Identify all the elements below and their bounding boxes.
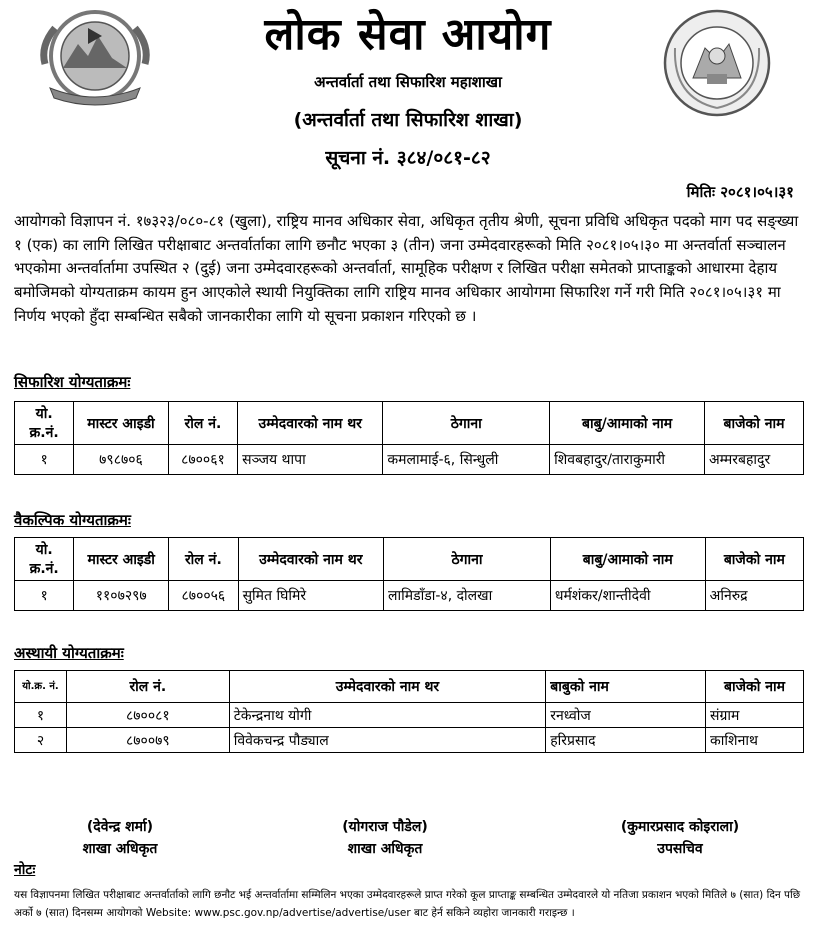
division-name: अन्तर्वार्ता तथा सिफारिश महाशाखा <box>314 73 502 91</box>
col-serial: यो.क्र. नं. <box>15 671 67 703</box>
col-serial: यो. क्र.नं. <box>15 402 74 445</box>
cell-roll: ८७००८१ <box>66 703 229 728</box>
signatory-title: शाखा अधिकृत <box>82 841 158 857</box>
cell-parents: शिवबहादुर/ताराकुमारी <box>550 445 705 475</box>
col-master-id: मास्टर आइडी <box>74 402 169 445</box>
cell-serial: १ <box>15 445 74 475</box>
cell-master-id: ११०७२९७ <box>74 581 169 611</box>
col-name: उम्मेदवारको नाम थर <box>229 671 546 703</box>
cell-name: सुमित घिमिरे <box>238 581 383 611</box>
col-roll: रोल नं. <box>169 538 238 581</box>
alternate-table <box>14 537 804 611</box>
cell-name: सञ्जय थापा <box>238 445 383 475</box>
col-serial: यो. क्र.नं. <box>15 538 74 581</box>
cell-address: लामिडाँडा-४, दोलखा <box>384 581 551 611</box>
page-title: लोक सेवा आयोग <box>264 9 552 60</box>
section-name: (अन्तर्वार्ता तथा सिफारिश शाखा) <box>293 109 523 131</box>
col-grandfather: बाजेको नाम <box>706 671 804 703</box>
signatory-2 <box>305 816 465 860</box>
note-text: यस विज्ञापनमा लिखित परीक्षाबाट अन्तर्वार्ताको लागि छनौट भई अन्तर्वार्तामा सम्मिलिन भएका उम्मेदवारहरूले प्राप्त गरेको कूल प्राप्ताङ्क सम्बन्धित उम्मेदवारले यो नतिजा प्रकाशन भएको मितिले ७ (सात) दिन पछि अर्को ७ (सात) दिनसम्म आयोगको Website: www.psc.gov.np/advertise/advertise/user बाट हेर्न सकिने व्यहोरा जानकारी गराइन्छ । <box>14 889 801 919</box>
col-address: ठेगाना <box>384 538 551 581</box>
cell-grandfather: काशिनाथ <box>706 728 804 753</box>
alternate-heading: वैकल्पिक योग्यताक्रमः <box>14 511 131 529</box>
cell-name: टेकेन्द्रनाथ योगी <box>229 703 546 728</box>
notice-body: आयोगको विज्ञापन नं. १७३२३/०८०-८१ (खुला), राष्ट्रिय मानव अधिकार सेवा, अधिकृत तृतीय श्रेणी, सूचना प्रविधि अधिकृत पदको माग पद सङ्ख्या १ (एक) का लागि लिखित परीक्षाबाट अन्तर्वार्ताका लागि छनौट भएका ३ (तीन) जना उम्मेदवारहरूको मिति २०८१।०५।३० मा अन्तर्वार्ता सञ्चालन भएकोमा अन्तर्वार्तामा उपस्थित २ (दुई) जना उम्मेदवारहरूको अन्तर्वार्ता, सामूहिक परीक्षण र लिखित परीक्षा समेतको प्राप्ताङ्कको आधारमा देहाय बमोजिमको योग्यताक्रम कायम हुन आएकोले स्थायी नियुक्तिका लागि राष्ट्रिय मानव अधिकार आयोगमा सिफारिश गर्ने गरी मिति २०८१।०५।३१ मा निर्णय भएको हुँदा सम्बन्धित सबैको जानकारीका लागि यो सूचना प्रकाशन गरिएको छ । <box>14 212 799 325</box>
cell-address: कमलामाई-६, सिन्धुली <box>383 445 550 475</box>
cell-father: हरिप्रसाद <box>546 728 706 753</box>
col-name: उम्मेदवारको नाम थर <box>238 538 383 581</box>
notice-date: मितिः २०८१।०५।३१ <box>686 183 794 201</box>
table-header-row <box>15 402 804 445</box>
recommended-heading: सिफारिश योग्यताक्रमः <box>14 373 131 391</box>
signatory-title: शाखा अधिकृत <box>347 841 423 857</box>
cell-roll: ८७००५६ <box>169 581 238 611</box>
col-father: बाबुको नाम <box>546 671 706 703</box>
signatory-name: (योगराज पौडेल) <box>342 819 428 835</box>
temporary-table <box>14 670 804 753</box>
table-header-row <box>15 671 804 703</box>
signatory-name: (देवेन्द्र शर्मा) <box>86 819 154 835</box>
col-grandfather: बाजेको नाम <box>705 538 803 581</box>
cell-serial: १ <box>15 703 67 728</box>
col-roll: रोल नं. <box>168 402 237 445</box>
cell-grandfather: अनिरुद्र <box>705 581 803 611</box>
col-grandfather: बाजेको नाम <box>704 402 803 445</box>
signatory-name: (कुमारप्रसाद कोइराला) <box>620 819 740 835</box>
signatory-1 <box>40 816 200 860</box>
table-row <box>15 703 804 728</box>
temporary-heading: अस्थायी योग्यताक्रमः <box>14 644 124 662</box>
recommended-table <box>14 401 804 475</box>
table-header-row <box>15 538 804 581</box>
col-parents: बाबु/आमाको नाम <box>550 402 705 445</box>
col-parents: बाबु/आमाको नाम <box>550 538 705 581</box>
cell-master-id: ७९८७०६ <box>74 445 169 475</box>
signatory-3 <box>585 816 775 860</box>
cell-grandfather: अम्मरबहादुर <box>704 445 803 475</box>
col-address: ठेगाना <box>383 402 550 445</box>
cell-roll: ८७००७९ <box>66 728 229 753</box>
cell-grandfather: संग्राम <box>706 703 804 728</box>
note-heading: नोटः <box>14 862 36 878</box>
table-row <box>15 445 804 475</box>
cell-roll: ८७००६१ <box>168 445 237 475</box>
col-roll: रोल नं. <box>66 671 229 703</box>
cell-name: विवेकचन्द्र पौड्याल <box>229 728 546 753</box>
cell-serial: १ <box>15 581 74 611</box>
notice-number: सूचना नं. ३८४/०८१-८२ <box>325 147 491 169</box>
signatory-title: उपसचिव <box>657 841 703 857</box>
col-name: उम्मेदवारको नाम थर <box>238 402 383 445</box>
cell-serial: २ <box>15 728 67 753</box>
table-row <box>15 728 804 753</box>
cell-father: रनध्वोज <box>546 703 706 728</box>
cell-parents: धर्मशंकर/शान्तीदेवी <box>550 581 705 611</box>
col-master-id: मास्टर आइडी <box>74 538 169 581</box>
table-row <box>15 581 804 611</box>
